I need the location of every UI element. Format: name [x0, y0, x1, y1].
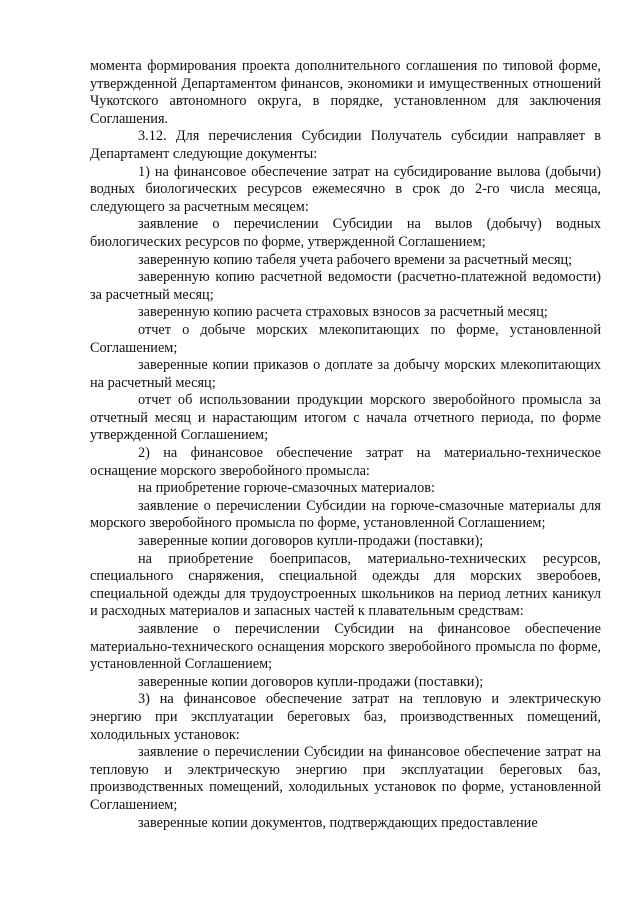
document-page: [90, 58, 601, 832]
paragraph-item-2: 2) на финансовое обеспечение затрат на материально-техническое оснащение морского зверобойного промысла:: [90, 445, 601, 479]
paragraph-3-12: 3.12. Для перечисления Субсидии Получатель субсидии направляет в Департамент следующие документы:: [90, 128, 601, 162]
paragraph-continuation: момента формирования проекта дополнительного соглашения по типовой форме, утвержденной Департаментом финансов, экономики и имущественных отношений Чукотского автономного округа, в порядке, установленном для заключения Соглашения.: [90, 58, 601, 127]
paragraph-list-entry: заявление о перечислении Субсидии на вылов (добычу) водных биологических ресурсов по форме, утвержденной Соглашением;: [90, 216, 601, 250]
paragraph-list-entry: заверенную копию расчетной ведомости (расчетно-платежной ведомости) за расчетный месяц;: [90, 269, 601, 303]
paragraph-list-entry: заверенную копию табеля учета рабочего времени за расчетный месяц;: [138, 251, 573, 268]
paragraph-list-entry: заявление о перечислении Субсидии на горюче-смазочные материалы для морского зверобойного промысла по форме, установленной Соглашением;: [90, 497, 601, 532]
paragraph-list-entry: заверенные копии документов, подтверждающих предоставление: [138, 814, 538, 831]
paragraph-item-1: 1) на финансовое обеспечение затрат на субсидирование вылова (добычи) водных биологических ресурсов ежемесячно в срок до 2-го числа месяца, следующего за расчетным месяцем:: [90, 163, 601, 215]
paragraph-list-entry: заверенные копии договоров купли-продажи (поставки);: [138, 673, 484, 690]
paragraph-list-entry: заявление о перечислении Субсидии на финансовое обеспечение материально-технического оснащения морского зверобойного промысла по форме, установленной Соглашением;: [90, 621, 601, 673]
paragraph-list-entry: отчет об использовании продукции морского зверобойного промысла за отчетный месяц и нарастающим итогом с начала отчетного периода, по форме утвержденной Соглашением;: [90, 392, 601, 444]
paragraph-list-entry: на приобретение боеприпасов, материально-технических ресурсов, специального снаряжения, специальной одежды для морских зверобоев, специальной одежды для трудоустроенных школьников на период летних каникул и расходных материалов и запасных частей к плавательным средствам:: [90, 550, 601, 620]
paragraph-list-entry: заверенные копии договоров купли-продажи (поставки);: [138, 533, 484, 550]
paragraph-list-entry: на приобретение горюче-смазочных материалов:: [138, 480, 435, 497]
paragraph-item-3: 3) на финансовое обеспечение затрат на тепловую и электрическую энергию при эксплуатации береговых баз, производственных помещений, холодильных установок:: [90, 691, 601, 743]
paragraph-list-entry: отчет о добыче морских млекопитающих по форме, установленной Соглашением;: [90, 321, 601, 356]
paragraph-list-entry: заверенные копии приказов о доплате за добычу морских млекопитающих на расчетный месяц;: [90, 357, 601, 391]
paragraph-list-entry: заверенную копию расчета страховых взносов за расчетный месяц;: [138, 304, 548, 321]
paragraph-list-entry: заявление о перечислении Субсидии на финансовое обеспечение затрат на тепловую и электрическую энергию при эксплуатации береговых баз, производственных помещений, холодильных установок по форме, установленной Соглашением;: [90, 744, 601, 813]
